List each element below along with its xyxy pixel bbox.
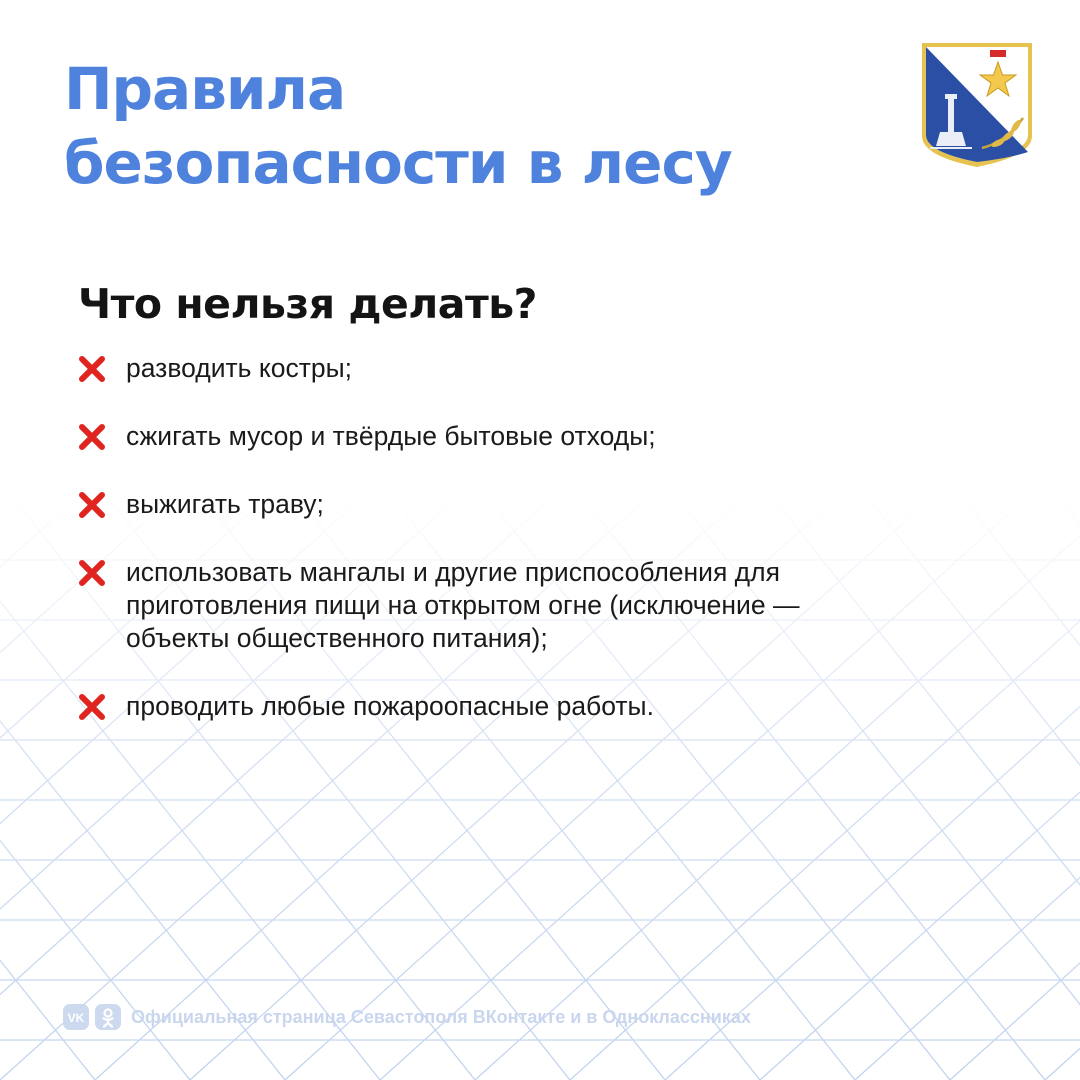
rule-text: сжигать мусор и твёрдые бытовые отходы;: [126, 421, 656, 451]
page-title: [64, 52, 732, 200]
list-item: [76, 420, 836, 453]
list-item: [76, 352, 836, 385]
svg-text:VK: VK: [67, 1011, 85, 1025]
cross-icon: [76, 421, 108, 453]
cross-icon: [76, 557, 108, 589]
odnoklassniki-icon[interactable]: [95, 1004, 121, 1030]
prohibited-actions-list: [76, 352, 836, 758]
vk-icon[interactable]: [63, 1004, 89, 1030]
footer: [63, 1004, 751, 1030]
list-item: [76, 690, 836, 723]
footer-text: Официальная страница Севастополя ВКонтакте и в Одноклассниках: [131, 1006, 751, 1027]
cross-icon: [76, 353, 108, 385]
rule-text: разводить костры;: [126, 353, 353, 383]
rule-text: использовать мангалы и другие приспособления для приготовления пищи на открытом огне (исключение — объекты общественного питания);: [126, 557, 800, 653]
cross-icon: [76, 489, 108, 521]
sevastopol-coat-of-arms-icon: [918, 40, 1036, 170]
list-item: [76, 488, 836, 521]
rule-text: проводить любые пожароопасные работы.: [126, 691, 654, 721]
title-line-1: Правила: [64, 55, 346, 123]
list-item: [76, 556, 836, 655]
title-line-2: безопасности в лесу: [64, 129, 732, 197]
section-heading: Что нельзя делать?: [78, 280, 537, 328]
cross-icon: [76, 691, 108, 723]
rule-text: выжигать траву;: [126, 489, 324, 519]
